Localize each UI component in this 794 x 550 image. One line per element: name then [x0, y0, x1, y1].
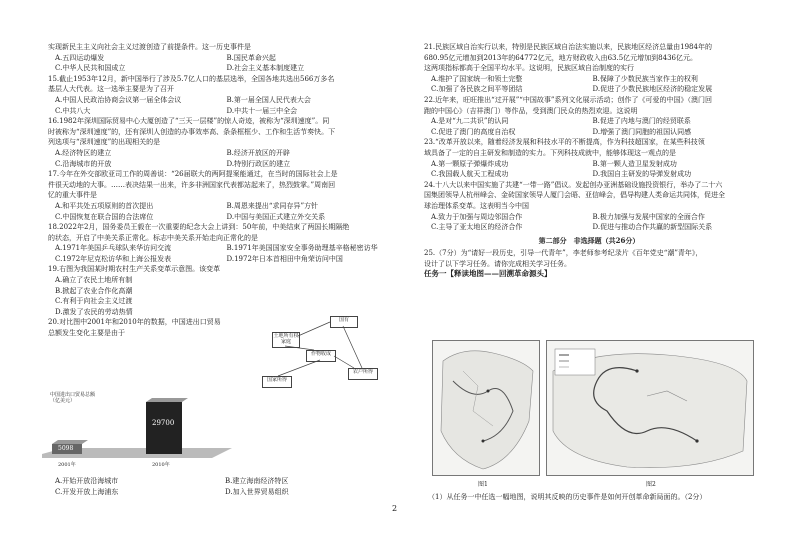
q17-stem: 忆的重大事件是	[48, 191, 97, 200]
q21-stem: 21.民族区域自治实行以来，特别是民族区域自治法实施以来，民族地区经济总量由1984年的	[424, 43, 712, 51]
q19-stem: 19.右图为我国某时期农村生产关系变革示意图。该变革	[48, 265, 221, 274]
task-heading: 任务一【释读地图——回溯革命源头】	[424, 269, 552, 279]
trade-chart	[42, 392, 242, 470]
option: C.开发开放上海浦东	[55, 488, 119, 496]
bar-label-2010: 2010年	[152, 462, 170, 468]
diagram-node-left: 土地所有权家庭	[272, 332, 300, 348]
option: A.中国人民政治协商会议第一届全体会议	[55, 95, 182, 104]
q23-stem: 域具备了一定的自主研发和制造的实力。下列科技成就中，能够体现这一观点的是	[424, 148, 676, 157]
option: D.促进与推动合作共赢的新型国际关系	[592, 223, 713, 232]
map-2-drawing	[547, 341, 753, 475]
option: D.1972年日本首相田中角荣访问中国	[226, 254, 343, 263]
chart-title: 中国进出口贸易总额（亿美元）	[50, 392, 96, 404]
map-2-caption: 图2	[646, 481, 656, 488]
q24-stem: 球治理体系变革。这表明当今中国	[424, 201, 529, 210]
option: C.有利于向社会主义过渡	[55, 297, 133, 306]
option: A.经济特区的建立	[55, 148, 112, 157]
option: D.社会主义基本制度建立	[226, 64, 305, 73]
option: C.中共八大	[55, 106, 91, 115]
bar-value-2010: 29700	[152, 419, 175, 427]
option: C.我国载人航天工程成功	[431, 170, 509, 179]
diagram-node-middle: 作物收成	[306, 350, 336, 362]
q14-tail: 实现新民主主义向社会主义过渡创造了前提条件。这一历史事件是	[48, 43, 251, 51]
q16-stem: 16.1982年深圳国际贸易中心大厦创造了“三天一层楼”的惊人奇迹，被称为“深圳速度”。同	[48, 117, 330, 126]
q22-stem: 跑的中国心》（吉祥澳门）等作品，受到澳门民众的热烈欢迎。这说明	[424, 106, 638, 115]
option: D.特别行政区的建立	[226, 159, 291, 168]
q17-stem: 件很天动地的大事。……表决结果一出来，许多非洲国家代表都站起来了，热烈鼓掌。”周南回	[48, 180, 336, 189]
q20-stem: 20.对比图中2001年和2010年的数据，中国进出口贸易	[48, 318, 221, 327]
option: C.促进了澳门的高度自治权	[431, 127, 516, 136]
option: D.加入世界贸易组织	[225, 488, 289, 496]
option: A.五四运动爆发	[55, 53, 105, 62]
map-figure-2	[546, 340, 754, 476]
option: A.是对“九二共识”的认同	[431, 117, 509, 126]
option: C.1972年尼克松访华和上海公报发表	[55, 254, 172, 263]
diagram-node-top: 国有	[330, 316, 358, 328]
q25-stem: 25.（7分）为“请好一段历史，引导一代青年”，李老师参考纪录片《百年党史“潮”青年》，	[424, 249, 703, 258]
bar-2010-top	[146, 398, 188, 402]
right-column	[424, 42, 754, 280]
bar-label-2001: 2001年	[58, 462, 76, 468]
option: A.1971年美国乒乓球队来华访问交流	[55, 244, 172, 253]
map-1-drawing	[433, 341, 539, 475]
option: D.我国自主研发的导弹发射成功	[592, 170, 692, 179]
option: B.周恩来提出“求同存异”方针	[226, 201, 319, 210]
option: D.中共十一届三中全会	[226, 106, 298, 115]
option: A.维护了国家统一和领土完整	[431, 74, 523, 83]
option: B.保障了少数民族当家作主的权利	[592, 74, 698, 83]
diagram-arrows	[262, 316, 382, 396]
q21-stem: 这两项指标都高于全国平均水平。这说明，民族区域自治制度的实行	[424, 64, 634, 73]
map-figure-1	[432, 340, 540, 476]
q18-stem: 的状态，开启了中美关系正常化。标志中美关系开始走向正常化的是	[48, 233, 258, 242]
q15-stem: 基层人大代表。这一选举主要是为了召开	[48, 85, 174, 94]
option: A.第一颗原子弹爆炸成功	[431, 159, 509, 168]
q15-stem: 15.截止1953年12月，新中国举行了涉及5.7亿人口的基层选举，全国各地共选出566万多名	[48, 74, 335, 83]
option: C.主导了亚太地区的经济合作	[431, 223, 523, 232]
option: B.经济开放区的开辟	[226, 148, 290, 157]
option: B.1971年美国国家安全事务助理基辛格秘密访华	[226, 244, 378, 253]
chart-canvas	[42, 392, 242, 470]
option: B.第一届全国人民代表大会	[226, 95, 311, 104]
q21-stem: 680.95亿元增加到2013年的64772亿元，地方财政收入由63.5亿元增加到8436亿元。	[424, 53, 697, 62]
option: A.开始开放沿海城市	[55, 477, 119, 485]
q25-stem: 设计了以下学习任务。请你完成相关学习任务。	[424, 259, 571, 268]
section-title: 第二部分 非选择题（共26分）	[538, 235, 640, 245]
option: A.致力于加强与周边邻国合作	[431, 212, 523, 221]
q17-stem: 17.今年在外交部欧亚司工作的周善说：“26届联大的两阿提案能通过，在当时的国际社会上是	[48, 170, 338, 179]
option: B.国民革命兴起	[226, 53, 276, 62]
q20-options	[55, 476, 395, 498]
option: C.加强了各民族之间平等团结	[431, 85, 523, 94]
option: C.沿海城市的开放	[55, 159, 112, 168]
option: B.第一颗人造卫星发射成功	[592, 159, 677, 168]
diagram-node-bottom-left: 国家所得	[262, 376, 292, 388]
option: D.增强了澳门同胞的祖国认同感	[592, 127, 692, 136]
option: B.促进了内地与澳门的经贸联系	[592, 117, 691, 126]
option: C.中国恢复在联合国的合法席位	[55, 212, 154, 221]
option: D.激发了农民的劳动热情	[55, 307, 133, 316]
q16-stem: 时被称为“深圳速度”的，还有深圳人创造的办事效率高、条条框框少、工作和生活节奏快。下	[48, 127, 336, 136]
q16-stem: 列选项与“深圳速度”的出现相关的是	[48, 138, 161, 147]
q23-stem: 23.“改革开放以来，随着经济发展和科技水平的不断提高，作为科技超国家，在某些科技领	[424, 138, 705, 147]
option: C.中华人民共和国成立	[55, 64, 126, 73]
bar-value-2001: 5098	[58, 445, 74, 452]
q20-stem: 总额发生变化主要是由于	[48, 329, 125, 338]
map-1-caption: 图1	[478, 481, 488, 488]
option: A.和平共处五项原则的首次提出	[55, 201, 154, 210]
left-column	[48, 42, 398, 339]
page-number: 2	[392, 504, 398, 513]
option: B.掀起了农业合作化高潮	[55, 286, 133, 295]
q24-stem: 国集团领导人杭州峰会、金砖国家领导人厦门会晤、亚信峰会，倡导构建人类命运共同体，促进全	[424, 191, 725, 200]
q25-sub1: （1）从任务一中任选一幅地图，说明其反映的历史事件是如何开创革命新局面的。（2分）	[428, 493, 707, 501]
q24-stem: 24.十八大以来中国实施了共建“一带一路”倡议。发起创办亚洲基础设施投资银行，举办了二十六	[424, 180, 723, 189]
option: A.确立了农民土地所有制	[55, 276, 133, 285]
q18-stem: 18.2022年2月，国务委员王毅在一次重要的纪念大会上讲到：50年前，中美结束了两国长期隔绝	[48, 223, 350, 232]
option: D.促进了少数民族地区经济的稳定发展	[592, 85, 713, 94]
option: B.极力加强与发展中国家的全面合作	[592, 212, 705, 221]
option: D.中国与美国正式建立外交关系	[226, 212, 326, 221]
option: B.建立海南经济特区	[225, 477, 289, 485]
production-relations-diagram	[262, 316, 382, 396]
q22-stem: 22.近年来，旺旺推出“过开展”“中国故事”系列文化展示活动；创作了《可爱的中国》（澳门回	[424, 95, 712, 104]
diagram-node-bottom-right: 农户所得	[348, 368, 378, 380]
